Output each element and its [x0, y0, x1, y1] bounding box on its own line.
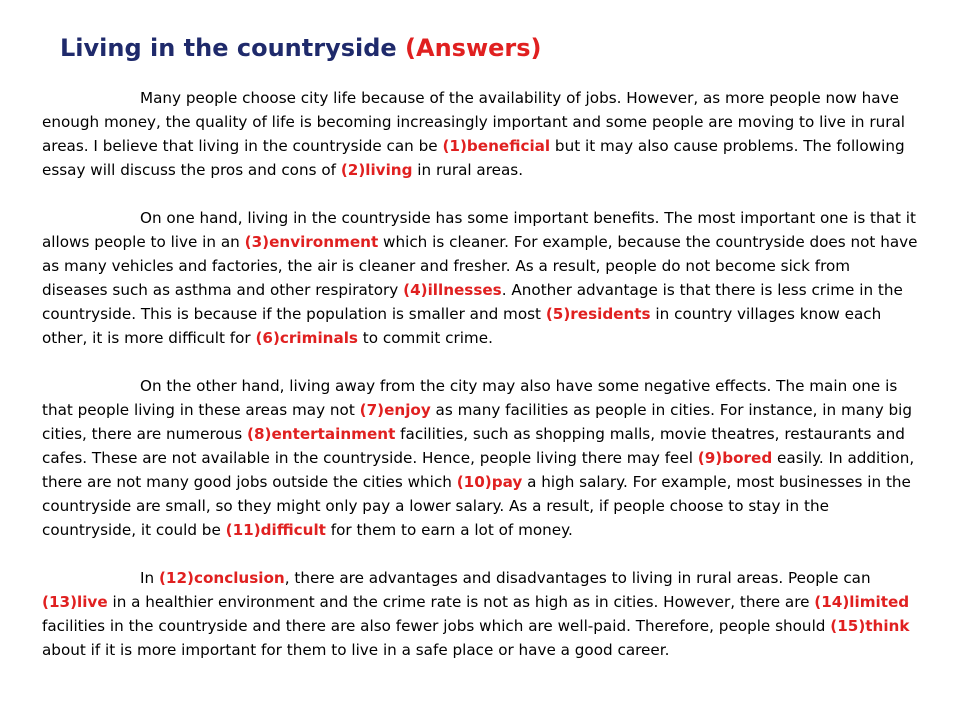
answer-highlight: (2)living	[340, 161, 413, 179]
answer-highlight: (6)criminals	[255, 329, 358, 347]
answer-highlight: (14)limited	[814, 593, 910, 611]
paragraph-text: in a healthier environment and the crime rate is not as high as in cities. However, there are	[107, 593, 815, 611]
paragraph-text: in rural areas.	[412, 161, 524, 179]
paragraph-text: to commit crime.	[357, 329, 493, 347]
answer-highlight: (8)entertainment	[247, 425, 396, 443]
answer-highlight: (1)beneficial	[442, 137, 551, 155]
essay-paragraph-conclusion	[42, 566, 918, 662]
paragraph-text: , there are advantages and disadvantages to living in rural areas. People can	[284, 569, 871, 587]
essay-paragraph-intro	[42, 86, 918, 182]
paragraph-text: for them to earn a lot of money.	[325, 521, 573, 539]
answer-highlight: (11)difficult	[225, 521, 326, 539]
paragraph-text: facilities, such as shopping malls, movie theatres, restaurants and cafes. These are not available in the countryside. Hence, people living there may feel	[42, 425, 905, 467]
title-main: Living in the countryside	[60, 34, 397, 62]
paragraph-text: In	[140, 569, 159, 587]
paragraph-text: in country villages know each other, it is more difficult for	[42, 305, 882, 347]
paragraph-text: easily. In addition, there are not many good jobs outside the cities which	[42, 449, 915, 491]
paragraph-text: but it may also cause problems. The following essay will discuss the pros and cons of	[42, 137, 905, 179]
answer-highlight: (7)enjoy	[359, 401, 431, 419]
title-answers-suffix: (Answers)	[405, 34, 542, 62]
page-title	[60, 30, 542, 66]
paragraph-text: as many facilities as people in cities. For instance, in many big cities, there are numerous	[42, 401, 913, 443]
answer-highlight: (9)bored	[697, 449, 773, 467]
essay-paragraph-drawbacks	[42, 374, 918, 542]
answer-highlight: (3)environment	[244, 233, 379, 251]
paragraph-text: a high salary. For example, most businesses in the countryside are small, so they might only pay a lower salary. As a result, if people choose to stay in the countryside, it could be	[42, 473, 911, 539]
paragraph-text: about if it is more important for them to live in a safe place or have a good career.	[42, 641, 670, 659]
paragraph-text: facilities in the countryside and there are also fewer jobs which are well-paid. Therefore, people should	[42, 617, 831, 635]
answer-highlight: (15)think	[830, 617, 910, 635]
essay-body	[42, 86, 918, 662]
answer-highlight: (13)live	[42, 593, 108, 611]
answer-highlight: (12)conclusion	[158, 569, 285, 587]
paragraph-text: On one hand, living in the countryside has some important benefits. The most important one is that it allows people to live in an	[42, 209, 916, 251]
essay-paragraph-benefits	[42, 206, 918, 350]
paragraph-text: On the other hand, living away from the city may also have some negative effects. The main one is that people living in these areas may not	[42, 377, 898, 419]
paragraph-text: . Another advantage is that there is less crime in the countryside. This is because if the population is smaller and most	[42, 281, 903, 323]
answer-highlight: (4)illnesses	[403, 281, 502, 299]
answer-highlight: (5)residents	[545, 305, 651, 323]
paragraph-text: which is cleaner. For example, because the countryside does not have as many vehicles and factories, the air is cleaner and fresher. As a result, people do not become sick from diseases such as asthma and other respiratory	[42, 233, 918, 299]
answer-highlight: (10)pay	[456, 473, 523, 491]
paragraph-text: Many people choose city life because of the availability of jobs. However, as more people now have enough money, the quality of life is becoming increasingly important and some people are moving to live in rural areas. I believe that living in the countryside can be	[42, 89, 906, 155]
